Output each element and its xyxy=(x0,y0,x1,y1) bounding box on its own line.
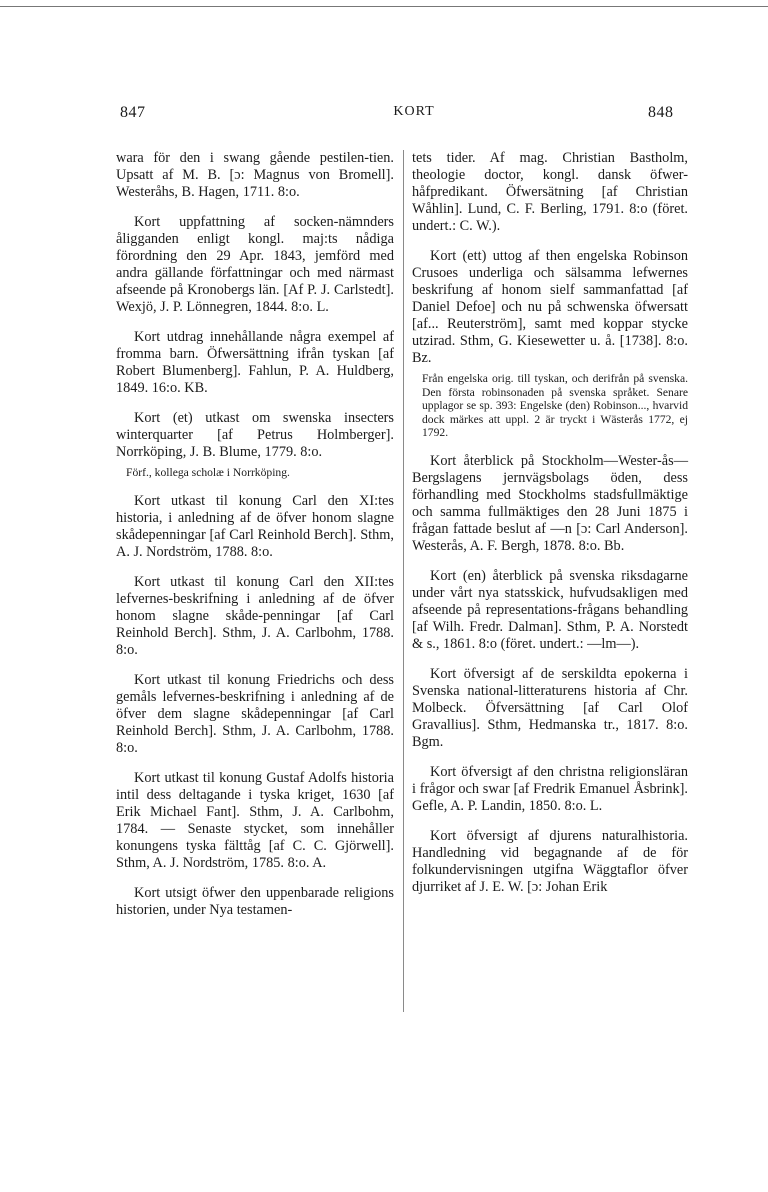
page-number-left: 847 xyxy=(120,104,146,121)
entry: Kort öfversigt af den christna religionsläran i frågor och swar [af Fredrik Emanuel Åsbrink]. Gefle, A. P. Landin, 1850. 8:o. L. xyxy=(412,763,688,814)
entry: Kort (en) återblick på svenska riksdagarne under vårt nya statsskick, hufvudsakligen med afseende på representations-frågans behandling [af Wilh. Fredr. Dalman]. Sthm, P. A. Norstedt & s., 1861. 8:o (föret. undert.: —lm—). xyxy=(412,567,688,652)
entry: Kort utkast til konung Carl den XI:tes historia, i anledning af de öfver honom slagne skådepenningar [af Carl Reinhold Berch]. Sthm, A. J. Nordström, 1788. 8:o. xyxy=(116,492,394,560)
entry: Kort utdrag innehållande några exempel af fromma barn. Öfwersättning ifrån tyskan [af Robert Blumenberg]. Fahlun, P. A. Huldberg, 1849. 16:o. KB. xyxy=(116,329,394,396)
entry: Kort öfversigt af de serskildta epokerna i Svenska national-litteraturens historia af Chr. Molbeck. Öfversättning [af Carl Olof Gravallius]. Sthm, Hedmanska tr., 1817. 8:o. Bgm. xyxy=(412,665,688,750)
entry: Kort (ett) uttog af then engelska Robinson Crusoes underliga och sälsamma lefwernes beskrifung af honom sielf sammanfattad [af Daniel Defoe] och nu på schwenska öfwersatt [af... Reuterström], samt med koppar stycke utzirad. Sthm, G. Kiesewetter u. å. [1738]. 8:o. Bz. xyxy=(412,248,688,366)
entry: Kort utkast til konung Friedrichs och dess gemåls lefvernes-beskrifning i anledning af de öfver dem slagne skådepenningar [af Carl Reinhold Berch]. Sthm, J. A. Carlbohm, 1788. 8:o. xyxy=(116,671,394,756)
entry: tets tider. Af mag. Christian Bastholm, theologie doctor, kongl. dansk öfwer-håfpredikant. Öfwersätning [af Christian Wåhlin]. Lund, C. F. Berling, 1791. 8:o (föret. undert.: C. W.). xyxy=(412,150,688,234)
entry: Kort utsigt öfwer den uppenbarade religions historien, under Nya testamen- xyxy=(116,884,394,918)
right-column xyxy=(412,150,688,909)
running-title: KORT xyxy=(393,104,435,119)
entry: Kort utkast til konung Carl den XII:tes lefvernes-beskrifning i anledning af de öfver honom slagne skåde-penningar [af Carl Reinhold Berch]. Sthm, J. A. Carlbohm, 1788. 8:o. xyxy=(116,573,394,658)
left-column xyxy=(116,150,394,932)
entry: Kort återblick på Stockholm—Wester-ås—Bergslagens jernvägsbolags öden, dess förhandling med Stockholms stadsfullmäktige och samma fullmäktiges den 28 Juni 1875 i frågan fattade beslut af —n [ɔ: Carl Anderson]. Westerås, A. F. Bergh, 1878. 8:o. Bb. xyxy=(412,452,688,554)
entry: Kort utkast til konung Gustaf Adolfs historia intil dess deltagande i tyska kriget, 1630 [af Erik Michael Fant]. Sthm, J. A. Carlbohm, 1784. — Senaste stycket, som innehåller konungens tyska fälttåg [af C. C. Gjörwell]. Sthm, A. J. Nordström, 1785. 8:o. A. xyxy=(116,769,394,871)
column-divider xyxy=(403,150,404,1012)
entry-note: Från engelska orig. till tyskan, och derifrån på svenska. Den första robinsonaden på svenska språket. Senare upplagor se sp. 393: Engelske (den) Robinson..., hvarvid dock märkes att uppl. 2 är tryckt i Wästerås 1772, ej 1792. xyxy=(422,372,688,439)
entry: Kort (et) utkast om swenska insecters winterquarter [af Petrus Holmberger]. Norrköping, J. B. Blume, 1779. 8:o. xyxy=(116,410,394,460)
entry: Kort uppfattning af socken-nämnders åligganden enligt kongl. maj:ts nådiga förordning den 29 Apr. 1843, jemförd med andra gällande författningar och med närmast afseende på Kronobergs län. [Af P. J. Carlstedt]. Wexjö, J. P. Lönnegren, 1844. 8:o. L. xyxy=(116,214,394,315)
top-rule xyxy=(0,6,768,7)
page-number-right: 848 xyxy=(648,104,674,121)
entry-note: Förf., kollega scholæ i Norrköping. xyxy=(126,466,290,479)
entry: Kort öfversigt af djurens naturalhistoria. Handledning vid begagnande af de för folkundervisningen utgifna Wäggtaflor öfver djurriket af J. E. W. [ɔ: Johan Erik xyxy=(412,827,688,895)
entry: wara för den i swang gående pestilen-tien. Upsatt af M. B. [ɔ: Magnus von Bromell]. Westeråhs, B. Hagen, 1711. 8:o. xyxy=(116,150,394,200)
